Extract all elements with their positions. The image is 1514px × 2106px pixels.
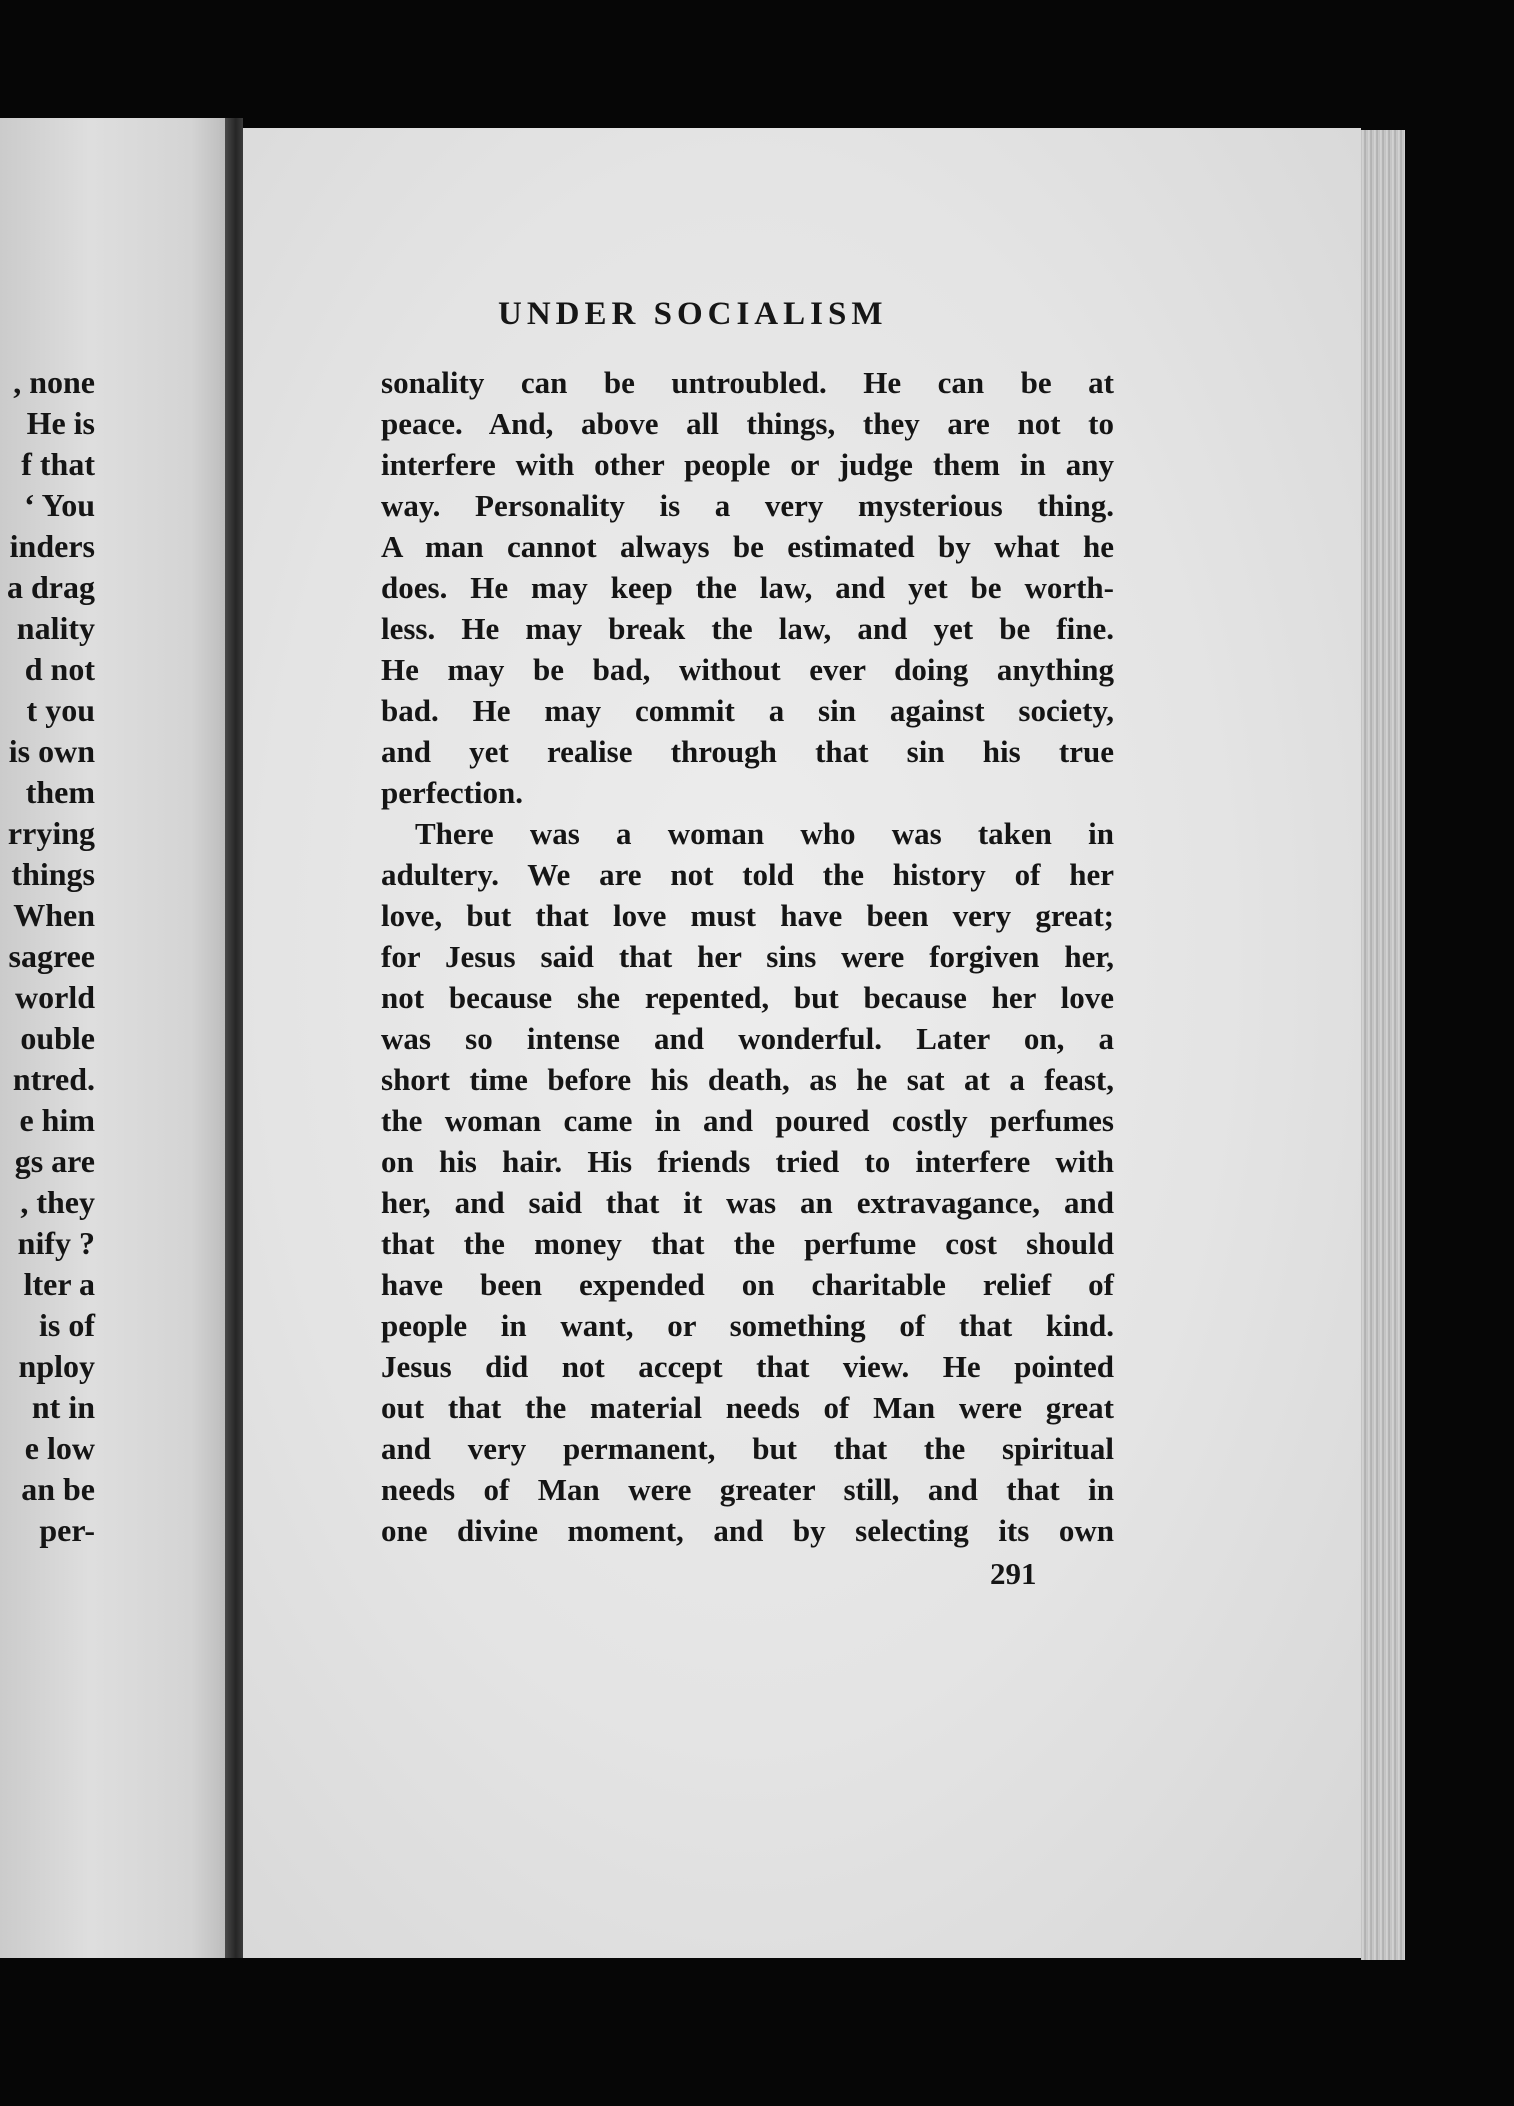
left-line: is of [39,1307,95,1343]
left-line: When [13,897,95,933]
text-line: way. Personality is a very mysterious thing. [381,488,1114,523]
text-line: people in want, or something of that kind. [381,1308,1114,1343]
left-line: per- [39,1512,95,1548]
left-line: them [25,774,95,810]
running-head: UNDER SOCIALISM [498,296,888,332]
text-line: her, and said that it was an extravagance, and [381,1185,1114,1220]
left-page [0,118,225,1958]
left-page-text [0,362,95,1551]
text-line: Jesus did not accept that view. He pointed [381,1349,1114,1384]
left-line: gs are [14,1143,95,1179]
text-line: the woman came in and poured costly perfumes [381,1103,1114,1138]
text-line: peace. And, above all things, they are not to [381,406,1114,441]
text-line: interfere with other people or judge them in any [381,447,1114,482]
text-line: and yet realise through that sin his true [381,734,1114,769]
text-line: A man cannot always be estimated by what he [381,529,1114,564]
text-line: out that the material needs of Man were great [381,1390,1114,1425]
text-line: for Jesus said that her sins were forgiven her, [381,939,1114,974]
page-edges [1361,130,1405,1960]
text-line: There was a woman who was taken in [415,816,1114,851]
left-line: sagree [8,938,95,974]
left-line: an be [21,1471,95,1507]
left-line: ntred. [12,1061,95,1097]
text-line: He may be bad, without ever doing anything [381,652,1114,687]
body-text [381,362,1114,1551]
left-line: , they [20,1184,95,1220]
left-line: He is [26,405,95,441]
left-line: , none [13,364,95,400]
left-line: e him [19,1102,95,1138]
left-line: nt in [31,1389,95,1425]
text-line: on his hair. His friends tried to interfere with [381,1144,1114,1179]
text-line: and very permanent, but that the spiritual [381,1431,1114,1466]
text-line: not because she repented, but because her love [381,980,1114,1015]
left-line: t you [26,692,95,728]
left-line: e low [24,1430,95,1466]
left-line: a drag [7,569,95,605]
text-line: less. He may break the law, and yet be fine. [381,611,1114,646]
left-line: d not [24,651,95,687]
left-line: rrying [7,815,95,851]
left-line: is own [8,733,95,769]
left-line: ‘ You [24,487,95,523]
text-line: needs of Man were greater still, and that in [381,1472,1114,1507]
text-line: love, but that love must have been very great; [381,898,1114,933]
text-line: was so intense and wonderful. Later on, a [381,1021,1114,1056]
text-line: adultery. We are not told the history of her [381,857,1114,892]
left-line: things [11,856,95,892]
left-line: nify ? [17,1225,95,1261]
left-line: world [15,979,95,1015]
text-line: sonality can be untroubled. He can be at [381,365,1114,400]
page-number: 291 [990,1556,1037,1591]
text-line: bad. He may commit a sin against society, [381,693,1114,728]
text-line: does. He may keep the law, and yet be worth- [381,570,1114,605]
text-line: that the money that the perfume cost should [381,1226,1114,1261]
text-line: one divine moment, and by selecting its own [381,1513,1114,1548]
left-line: nality [16,610,95,646]
text-line: short time before his death, as he sat at a feast, [381,1062,1114,1097]
left-line: ouble [20,1020,95,1056]
text-line: perfection. [381,775,524,810]
text-line: have been expended on charitable relief of [381,1267,1114,1302]
left-line: nploy [18,1348,95,1384]
left-line: inders [9,528,95,564]
left-line: f that [21,446,95,482]
left-line: lter a [23,1266,95,1302]
book-gutter [225,118,243,1958]
